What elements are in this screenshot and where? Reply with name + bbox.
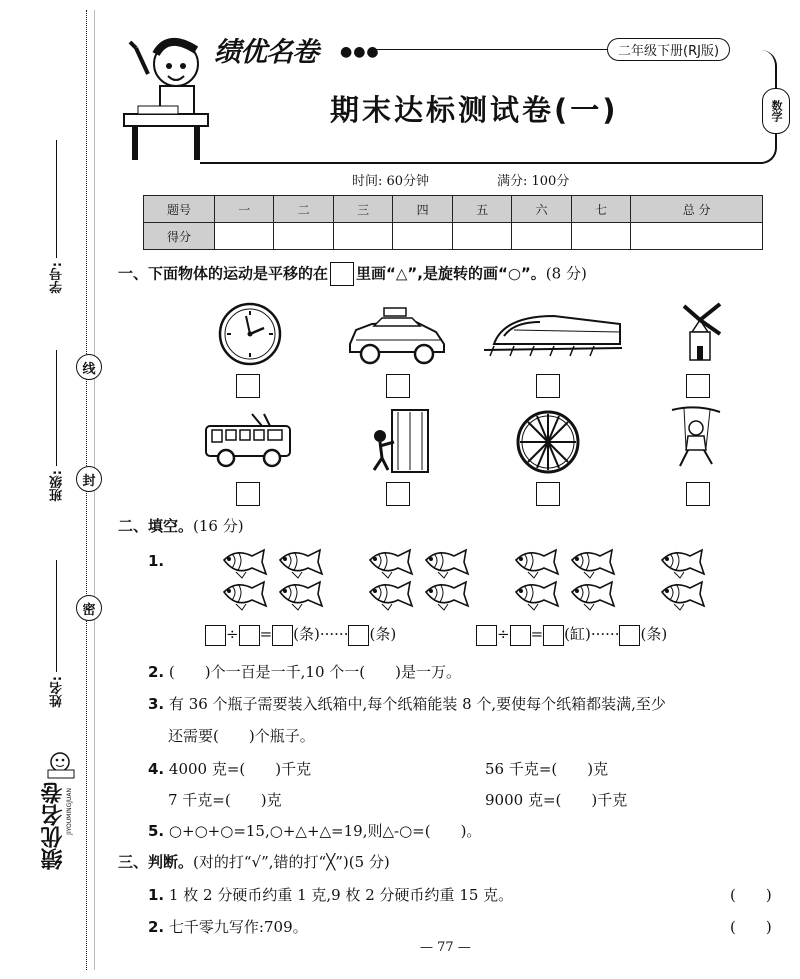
- train-icon: [484, 310, 624, 362]
- section2-heading: [118, 515, 244, 536]
- side-logo-text: 绩优名卷: [41, 782, 66, 870]
- score-table-cell: 三: [333, 196, 392, 223]
- score-input-cell[interactable]: [452, 223, 511, 250]
- fish-group-1: [224, 550, 322, 610]
- section2-points: (16 分): [193, 517, 244, 535]
- q2-2: 2. ( )个一百是一千,10 个一( )是一万。: [148, 663, 461, 681]
- q2-1-equation-right: ÷ = (缸)······ (条): [476, 623, 667, 646]
- blank-box[interactable]: [348, 625, 369, 646]
- fish-group-4: [662, 550, 704, 610]
- section2-heading-text: 二、填空。: [118, 517, 194, 535]
- q2-3-line1: 3. 有 36 个瓶子需要装入纸箱中,每个纸箱能装 8 个,要使每个纸箱都装满,至少: [148, 695, 666, 713]
- bus-icon: [202, 412, 294, 470]
- score-label: 满分: 100分: [497, 174, 570, 189]
- answer-box-door[interactable]: [386, 482, 410, 506]
- brand-logo: 绩优名卷: [214, 37, 318, 68]
- name-label: 姓名:: [50, 676, 65, 708]
- q2-4c: 7 千克=( )克: [168, 791, 282, 809]
- q2-1-number: 1.: [148, 552, 165, 570]
- windmill-icon: [680, 298, 726, 364]
- student-no-line[interactable]: [56, 140, 57, 258]
- subject-text: 数学: [770, 100, 783, 122]
- q3-2: 2. 七千零九写作:709。: [148, 918, 308, 936]
- answer-box-clock[interactable]: [236, 374, 260, 398]
- blank-box[interactable]: [510, 625, 531, 646]
- brand-dots: ●●●: [340, 44, 380, 60]
- section3-heading-text: 三、判断。: [118, 853, 194, 871]
- taxi-icon: [346, 308, 446, 366]
- seal-line-mark: 线: [76, 354, 102, 380]
- answer-box-windmill[interactable]: [686, 374, 710, 398]
- blank-box[interactable]: [239, 625, 260, 646]
- q2-5: 5. ○+○+○=15,○+△+△=19,则△-○=( )。: [148, 822, 482, 840]
- score-input-cell[interactable]: [571, 223, 630, 250]
- blank-box[interactable]: [476, 625, 497, 646]
- answer-box-bus[interactable]: [236, 482, 260, 506]
- blank-box[interactable]: [272, 625, 293, 646]
- q2-1-equation-left: ÷ = (条)······ (条): [205, 623, 396, 646]
- score-table-score-row: [144, 223, 763, 250]
- grade-tag: 二年级下册(RJ版): [607, 38, 730, 61]
- seal-seal-mark: 封: [76, 466, 102, 492]
- score-table-cell: 四: [393, 196, 452, 223]
- score-table: [143, 195, 763, 250]
- score-table-cell: 题号: [144, 196, 215, 223]
- section1-text-a: 一、下面物体的运动是平移的在: [118, 264, 329, 283]
- q3-1: 1. 1 枚 2 分硬币约重 1 克,9 枚 2 分硬币约重 15 克。: [148, 886, 514, 904]
- answer-box-swing[interactable]: [686, 482, 710, 506]
- section3-instruction: (对的打“√”,错的打“╳”)(5 分): [193, 853, 390, 871]
- score-table-cell: 二: [274, 196, 333, 223]
- section1-text-b: 里画“△”,是旋转的画“○”。: [356, 264, 546, 283]
- score-input-cell[interactable]: [274, 223, 333, 250]
- class-line[interactable]: [56, 350, 57, 466]
- side-logo: [30, 748, 90, 888]
- q2-3-line2: 还需要( )个瓶子。: [168, 727, 315, 745]
- page-title: 期末达标测试卷(一): [330, 93, 619, 127]
- page-number: — 77 —: [420, 940, 471, 955]
- score-input-cell[interactable]: [215, 223, 274, 250]
- q2-4a: 4. 4000 克=( )千克: [148, 760, 312, 778]
- wheel-icon: [516, 410, 580, 474]
- score-input-cell[interactable]: [393, 223, 452, 250]
- fish-group-2: [370, 550, 468, 610]
- blank-box[interactable]: [543, 625, 564, 646]
- q3-1-answer[interactable]: ( ): [730, 886, 772, 904]
- seal-secret-mark: 密: [76, 595, 102, 621]
- score-table-cell: 五: [452, 196, 511, 223]
- score-table-header-row: [144, 196, 763, 223]
- time-label: 时间: 60分钟: [352, 174, 430, 189]
- answer-box-train[interactable]: [536, 374, 560, 398]
- section1-sample-box: [330, 262, 354, 286]
- score-table-cell: 六: [512, 196, 571, 223]
- score-row-label: 得分: [144, 223, 215, 250]
- section1-points: (8 分): [545, 264, 587, 283]
- swing-icon: [670, 404, 722, 474]
- door-icon: [366, 408, 432, 474]
- class-label: 班级:: [50, 470, 65, 502]
- name-line[interactable]: [56, 560, 57, 672]
- q2-4d: 9000 克=( )千克: [485, 791, 628, 809]
- q3-2-answer[interactable]: ( ): [730, 918, 772, 936]
- q2-4b: 56 千克=( )克: [485, 760, 609, 778]
- section3-heading: [118, 851, 390, 872]
- section1-heading: [118, 262, 587, 286]
- subject-badge: [762, 88, 790, 134]
- student-no-label: 学号:: [50, 262, 65, 294]
- clock-icon: [218, 302, 282, 366]
- blank-box[interactable]: [205, 625, 226, 646]
- fish-groups: [218, 544, 718, 614]
- blank-box[interactable]: [619, 625, 640, 646]
- score-input-cell[interactable]: [512, 223, 571, 250]
- side-logo-pinyin: JIYOUMINGJUAN: [66, 788, 73, 835]
- answer-box-taxi[interactable]: [386, 374, 410, 398]
- fish-group-3: [516, 550, 614, 610]
- score-input-cell[interactable]: [333, 223, 392, 250]
- score-table-cell: 一: [215, 196, 274, 223]
- answer-box-wheel[interactable]: [536, 482, 560, 506]
- score-table-cell: 七: [571, 196, 630, 223]
- score-table-cell: 总 分: [631, 196, 763, 223]
- score-input-cell[interactable]: [631, 223, 763, 250]
